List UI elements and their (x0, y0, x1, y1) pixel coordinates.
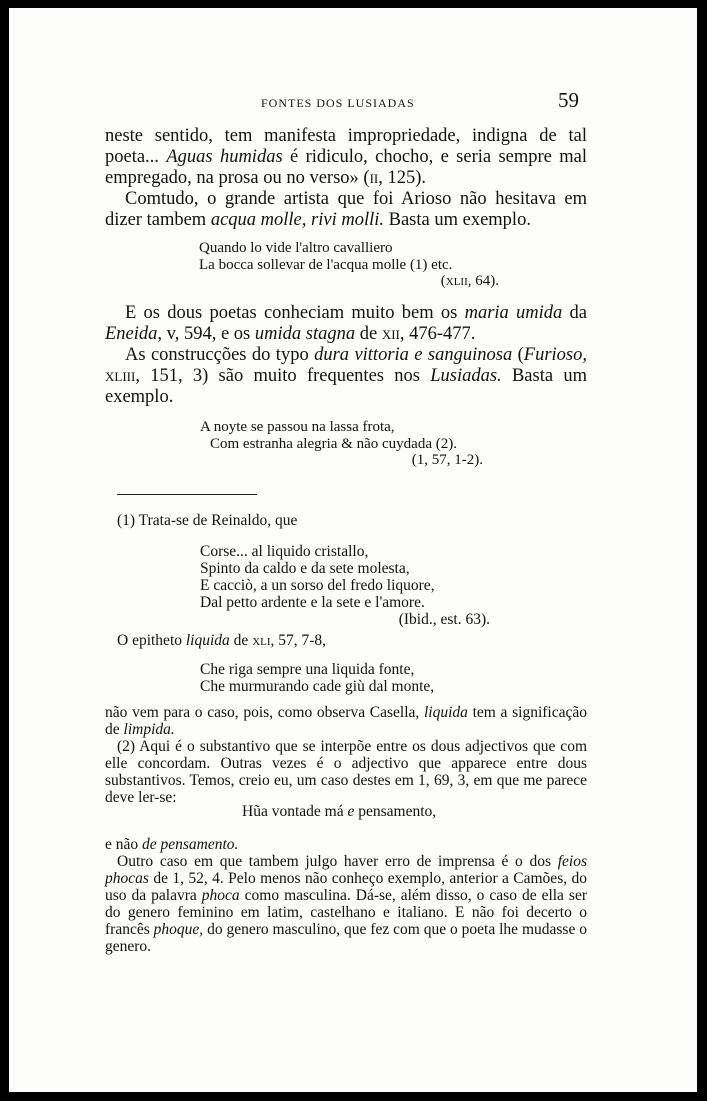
verse-quote-ariosto (199, 240, 499, 290)
verse-line: La bocca sollevar de l'acqua molle (1) etc. (199, 256, 453, 273)
verse-quote-lusiadas (200, 419, 483, 469)
footnote-1-verse-2 (200, 661, 490, 695)
verse-line: Spinto da caldo e da sete molesta, (200, 560, 410, 577)
footnote-1-epithet: O epitheto liquida de xli, 57, 7-8, (117, 632, 327, 649)
footnote-1-intro: (1) Trata-se de Reinaldo, que (117, 512, 298, 529)
footnote-separator (117, 494, 257, 495)
paragraph-eneida: E os dous poetas conheciam muito bem os maria umida da Eneida, v, 594, e os umida stagna de xii, 476-477. (105, 303, 587, 344)
footnote-1-close-and-2: não vem para o caso, pois, como observa Casella, liquida tem a significação de limpida. (2) Aqui é o substantivo que se interpõe entre os dous adjectivos que com elle concordam. Outras vezes é o adjectivo que apparece entre dous substantivos. Temos, creio eu, um caso destes em 1, 69, 3, em que me parece deve ler-se: (105, 704, 587, 806)
verse-line: E cacciò, a un sorso del fredo liquore, (200, 577, 435, 594)
verse-line: Che murmurando cade giù dal monte, (200, 678, 435, 695)
verse-line: Quando lo vide l'altro cavalliero (199, 240, 393, 256)
paragraph-ariosto: Comtudo, o grande artista que foi Arioso não hesitava em dizer tambem acqua molle, rivi molli. Basta um exemplo. (105, 189, 587, 230)
verse-line: Com estranha alegria & não cuydada (2). (210, 435, 457, 452)
verse-line: Che riga sempre una liquida fonte, (200, 661, 415, 678)
book-page (9, 8, 697, 1092)
footnote-1-verse (200, 543, 490, 628)
verse-line: Dal petto ardente e la sete e l'amore. (200, 594, 425, 611)
body-paragraphs-2 (105, 303, 587, 408)
footnote-2-verse (242, 804, 502, 821)
verse-citation: (xlii, 64). (440, 273, 499, 289)
footnote-2: (2) Aqui é o substantivo que se interpõe entre os dous adjectivos que com elle concordam. Outras vezes é o adjectivo que apparece entre dous substantivos. Temos, creio eu, um caso destes em 1, 69, 3, em que me parece deve ler-se: (105, 738, 587, 806)
page-number: 59 (558, 88, 579, 112)
verse-line: A noyte se passou na lassa frota, (200, 419, 395, 435)
verse-line: Hũa vontade má e pensamento, (242, 803, 437, 820)
paragraph-construccoes: As construcções do typo dura vittoria e sanguinosa (Furioso, xliii, 151, 3) são muito frequentes nos Lusiadas. Basta um exemplo. (105, 345, 587, 407)
verse-line: Corse... al liquido cristallo, (200, 543, 369, 560)
paragraph-continuation: neste sentido, tem manifesta impropriedade, indigna de tal poeta... Aguas humidas é ridiculo, chocho, e seria sempre mal empregado, na prosa ou no verso» (ii, 125). (105, 126, 587, 188)
verse-citation: (Ibid., est. 63). (398, 611, 490, 628)
verse-citation: (1, 57, 1-2). (411, 452, 483, 468)
running-title: FONTES DOS LUSIADAS (261, 96, 415, 110)
body-paragraphs-1 (105, 126, 587, 231)
footnote-2-continued: e não de pensamento. Outro caso em que tambem julgo haver erro de imprensa é o dos feios phocas de 1, 52, 4. Pelo menos não conheço exemplo, anterior a Camões, do uso da palavra phoca como masculina. Dá-se, além disso, o caso de ella ser do genero feminino em latim, castelhano e italiano. E não foi decerto o francês phoque, do genero masculino, que fez com que o poeta lhe mudasse o genero. (105, 836, 588, 955)
